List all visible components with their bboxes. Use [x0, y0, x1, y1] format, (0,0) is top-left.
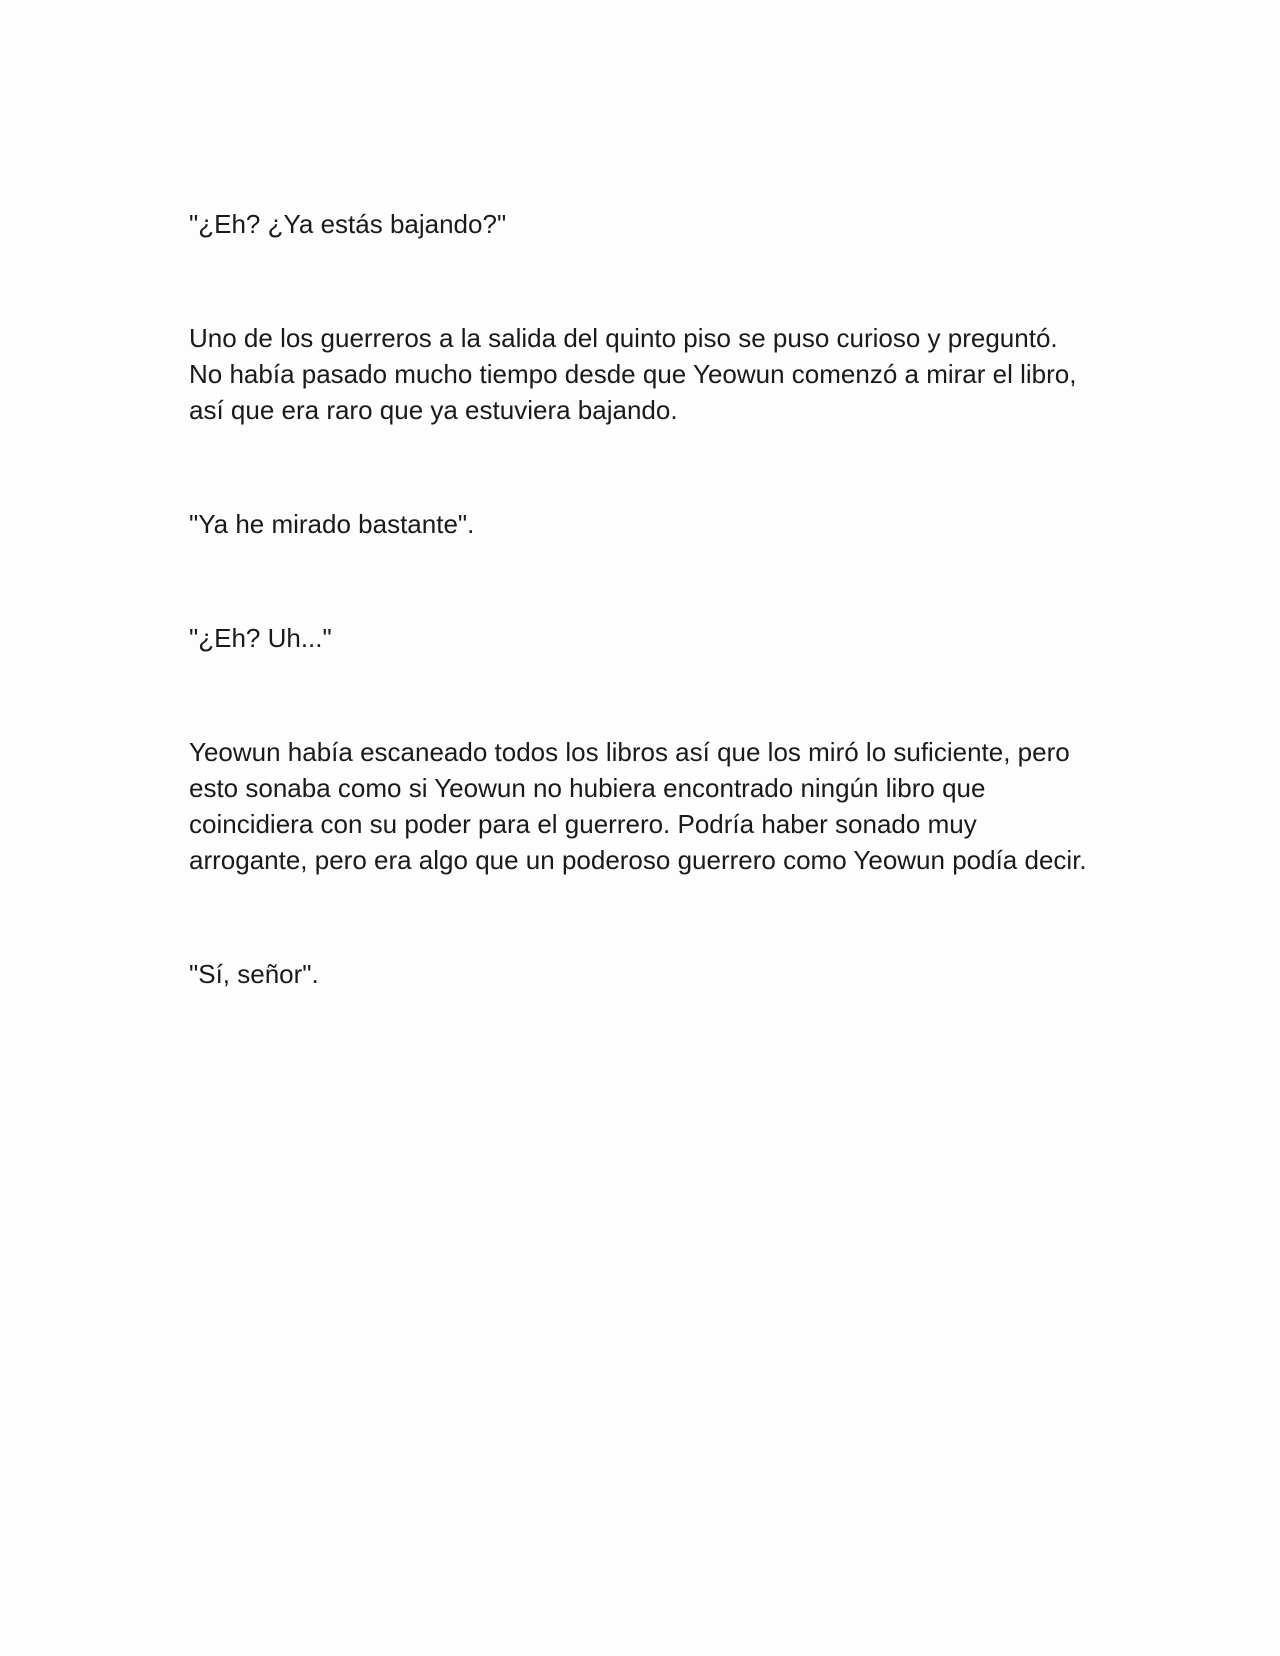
paragraph-narration-2: Yeowun había escaneado todos los libros así que los miró lo suficiente, pero esto sonaba como si Yeowun no hubiera encontrado ningún libro que coincidiera con su poder para el guerrero. Podría haber sonado muy arrogante, pero era algo que un poderoso guerrero como Yeowun podía decir.: [189, 737, 1087, 875]
paragraph-dialogue-4: "Sí, señor".: [189, 959, 319, 989]
paragraph-dialogue-2: "Ya he mirado bastante".: [189, 509, 475, 539]
paragraph-spacer: [189, 542, 1089, 620]
paragraph-dialogue-1: "¿Eh? ¿Ya estás bajando?": [189, 209, 507, 239]
paragraph-spacer: [189, 428, 1089, 506]
paragraph-spacer: [189, 656, 1089, 734]
paragraph-narration-1: Uno de los guerreros a la salida del quinto piso se puso curioso y preguntó. No había pasado mucho tiempo desde que Yeowun comenzó a mirar el libro, así que era raro que ya estuviera bajando.: [189, 323, 1077, 425]
paragraph-spacer: [189, 242, 1089, 320]
paragraph-spacer: [189, 878, 1089, 956]
document-body: [189, 206, 1089, 992]
paragraph-dialogue-3: "¿Eh? Uh...": [189, 623, 332, 653]
